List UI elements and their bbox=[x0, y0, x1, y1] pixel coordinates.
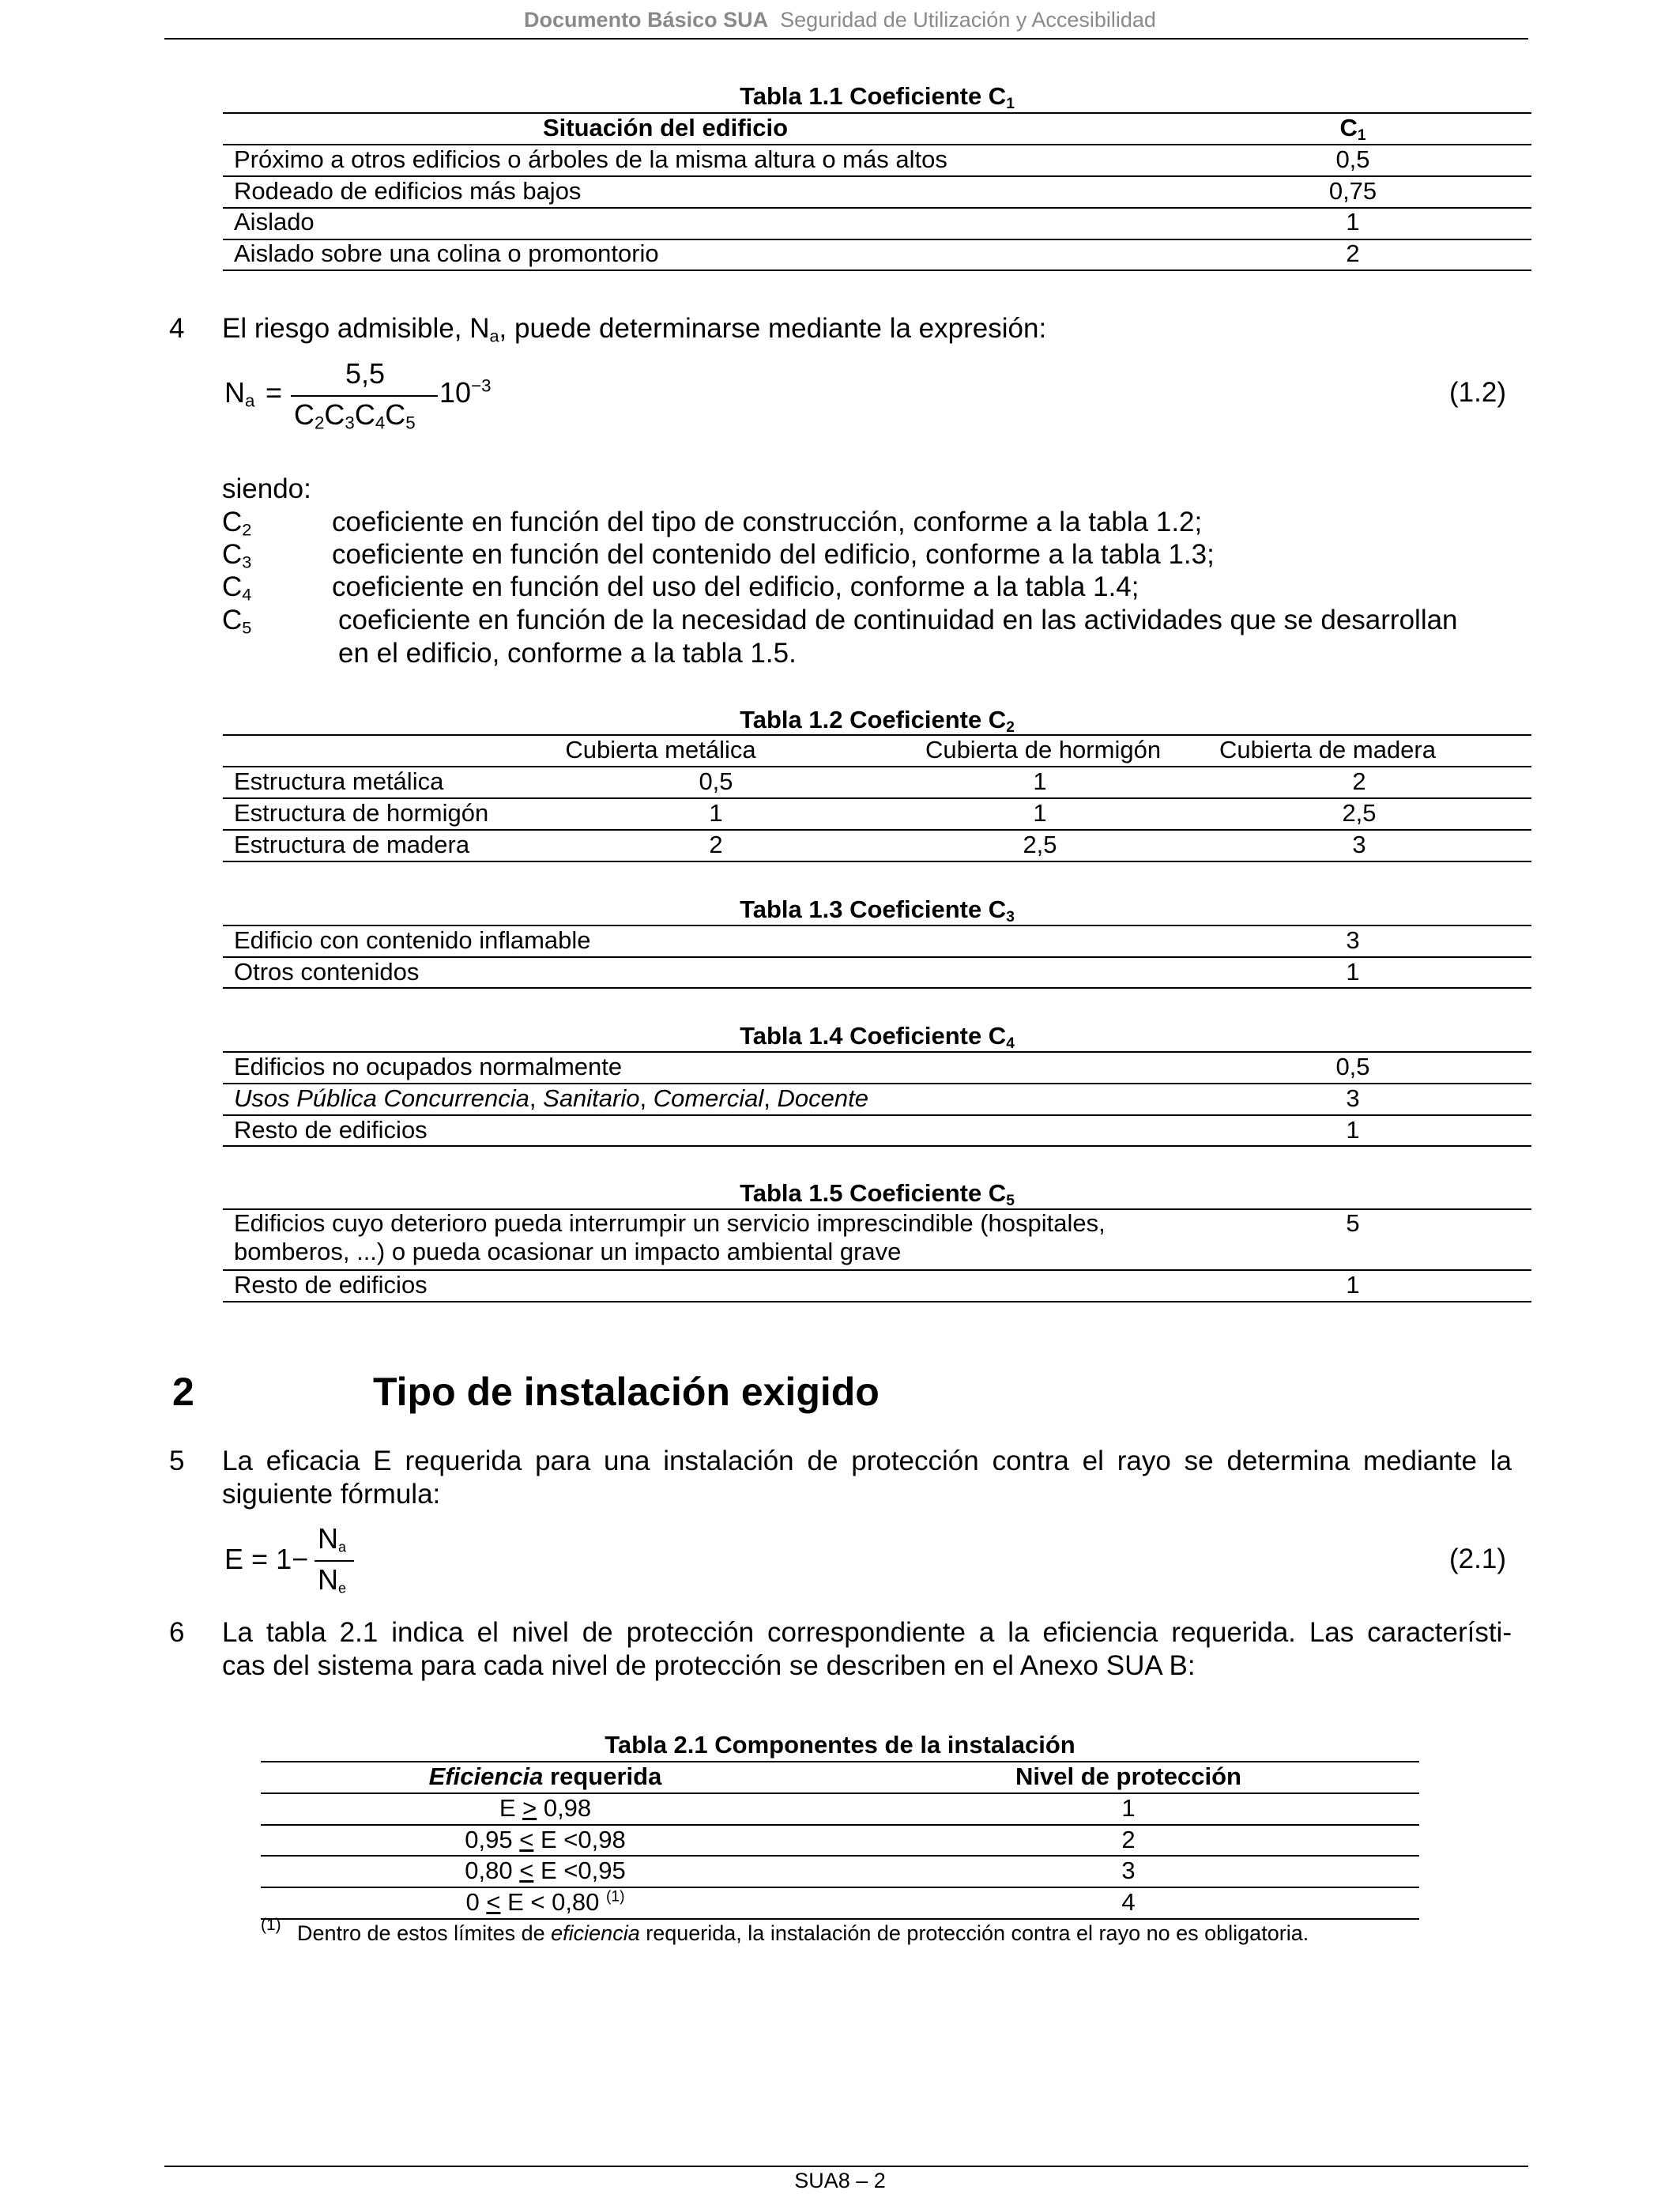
den-sub: 3 bbox=[345, 413, 355, 433]
formula12-lhs-sub: a bbox=[245, 390, 255, 411]
para6-line1: La tabla 2.1 indica el nivel de protección correspondiente a la eficiencia requerida. Las característi- bbox=[222, 1617, 1512, 1648]
table11-row-value: 1 bbox=[1346, 208, 1360, 236]
footnote-a: Dentro de estos límites de bbox=[297, 1921, 552, 1945]
table12-cell: 3 bbox=[1352, 831, 1366, 858]
table14-row-label bbox=[234, 1084, 868, 1113]
den-sub: 2 bbox=[315, 413, 325, 433]
table11-header-c1 bbox=[1274, 114, 1432, 142]
para5-number: 5 bbox=[169, 1446, 185, 1476]
table11-col2-text: C bbox=[1339, 114, 1358, 141]
siendo-desc-cont: en el edificio, conforme a la tabla 1.5. bbox=[338, 638, 797, 669]
formula21-minus: − bbox=[292, 1543, 309, 1575]
table21-header-efficiency bbox=[348, 1762, 743, 1791]
table15-row-value: 5 bbox=[1346, 1209, 1360, 1237]
use-comercial: Comercial bbox=[653, 1084, 764, 1112]
table21-row-level: 4 bbox=[1121, 1888, 1136, 1916]
table12-cell: 2 bbox=[709, 831, 723, 858]
table12-row-label: Estructura metálica bbox=[234, 767, 444, 795]
table21-footnote bbox=[297, 1921, 1309, 1946]
siendo-symbol bbox=[222, 538, 251, 571]
table21-row-level: 3 bbox=[1121, 1857, 1136, 1884]
table11-row-value: 0,5 bbox=[1335, 145, 1370, 173]
formula12-lhs-n: N bbox=[224, 376, 245, 409]
table11-row-label: Rodeado de edificios más bajos bbox=[234, 177, 582, 205]
formula12-numerator: 5,5 bbox=[345, 357, 386, 390]
formula12-ten: 10 bbox=[439, 376, 472, 409]
table11-row-value: 2 bbox=[1346, 239, 1360, 267]
table15-rule-bottom bbox=[223, 1301, 1531, 1302]
table12-cell: 1 bbox=[709, 799, 723, 827]
eff-post: E <0,98 bbox=[533, 1826, 626, 1853]
siendo-symbol bbox=[222, 506, 251, 539]
table11-col1-text: Situación del edificio bbox=[542, 114, 789, 141]
page-number: SUA8 – 2 bbox=[794, 2169, 886, 2192]
table11-row-label: Aislado sobre una colina o promontorio bbox=[234, 239, 659, 267]
table13-caption-sub: 3 bbox=[1006, 908, 1015, 925]
table12-cell: 2,5 bbox=[1342, 799, 1377, 827]
table14-caption-sub: 4 bbox=[1006, 1035, 1015, 1052]
formula21-denominator bbox=[318, 1563, 346, 1596]
table15-caption-sub: 5 bbox=[1006, 1192, 1015, 1209]
header-basico: Básico bbox=[647, 8, 718, 32]
table14-row-value: 1 bbox=[1346, 1116, 1360, 1144]
formula21-lhs bbox=[224, 1543, 308, 1576]
table12-cell: 1 bbox=[1033, 799, 1047, 827]
sep: , bbox=[763, 1084, 778, 1112]
table14-caption bbox=[223, 1022, 1531, 1050]
eff-note: (1) bbox=[606, 1888, 625, 1906]
siendo-c: C bbox=[222, 605, 243, 635]
table12-row-label: Estructura de madera bbox=[234, 831, 470, 858]
formula12-eq: = bbox=[266, 376, 283, 409]
table14-rule-bottom bbox=[223, 1145, 1531, 1147]
eff-post: E < 0,80 bbox=[500, 1888, 607, 1916]
table11-caption-text: Tabla 1.1 Coeficiente C bbox=[740, 82, 1007, 110]
siendo-desc: coeficiente en función de la necesidad de continuidad en las actividades que se desarrollan bbox=[338, 605, 1458, 635]
table15-row-label: Edificios cuyo deterioro pueda interrumpir un servicio imprescindible (hospitales, bbox=[234, 1209, 1106, 1237]
table21-footnote-mark: (1) bbox=[261, 1916, 281, 1934]
table11-row-value: 0,75 bbox=[1328, 177, 1377, 205]
footnote-italic: eficiencia bbox=[551, 1921, 640, 1945]
table14-row-label: Resto de edificios bbox=[234, 1116, 428, 1144]
table21-caption: Tabla 2.1 Componentes de la instalación bbox=[605, 1731, 1075, 1759]
table11-col2-sub: 1 bbox=[1357, 126, 1366, 144]
siendo-c: C bbox=[222, 539, 243, 570]
table21-header-italic: Eficiencia bbox=[428, 1762, 544, 1790]
siendo-desc: coeficiente en función del tipo de construcción, conforme a la tabla 1.2; bbox=[332, 507, 1203, 537]
table15-caption-text: Tabla 1.5 Coeficiente C bbox=[740, 1179, 1007, 1207]
siendo-sub: 5 bbox=[242, 617, 252, 638]
para6-number: 6 bbox=[169, 1617, 185, 1648]
table11-rule-bottom bbox=[223, 270, 1531, 271]
formula12-exp: −3 bbox=[471, 375, 492, 396]
para4-text-a: El riesgo admisible, N bbox=[222, 313, 490, 344]
table14-row-value: 0,5 bbox=[1335, 1053, 1370, 1080]
para6-line2: cas del sistema para cada nivel de protección se describen en el Anexo SUA B: bbox=[222, 1650, 1196, 1681]
table12-rule-bottom bbox=[223, 861, 1531, 862]
table21-row-level: 2 bbox=[1121, 1826, 1136, 1853]
siendo-label: siendo: bbox=[222, 473, 311, 504]
table14-row-value: 3 bbox=[1346, 1084, 1360, 1112]
table15-caption bbox=[223, 1179, 1531, 1208]
para4-sub: a bbox=[489, 326, 499, 346]
siendo-desc: coeficiente en función del uso del edificio, conforme a la tabla 1.4; bbox=[332, 571, 1139, 602]
eff-pre: 0 bbox=[465, 1888, 487, 1916]
table12-header: Cubierta metálica bbox=[565, 736, 756, 763]
eff-pre: 0,95 bbox=[465, 1826, 520, 1853]
formula12-tag: (1.2) bbox=[1449, 377, 1506, 408]
eff-post: E <0,95 bbox=[533, 1857, 626, 1884]
table11-row-label: Próximo a otros edificios o árboles de la misma altura o más altos bbox=[234, 145, 947, 173]
table14-row-label: Edificios no ocupados normalmente bbox=[234, 1053, 623, 1080]
formula21-one: 1 bbox=[276, 1543, 292, 1575]
table12-header: Cubierta de hormigón bbox=[925, 736, 1162, 763]
use-sanitario: Sanitario bbox=[543, 1084, 640, 1112]
siendo-symbol bbox=[222, 604, 251, 637]
table12-cell: 1 bbox=[1033, 767, 1047, 795]
table15-row-value: 1 bbox=[1346, 1271, 1360, 1299]
sep: , bbox=[639, 1084, 654, 1112]
den-sub: 4 bbox=[375, 413, 386, 433]
siendo-sub: 2 bbox=[242, 519, 252, 540]
para4-text-b: , puede determinarse mediante la expresión: bbox=[499, 313, 1047, 344]
table21-rule-bottom bbox=[261, 1918, 1419, 1920]
table21-row-efficiency bbox=[387, 1794, 703, 1823]
siendo-sub: 3 bbox=[242, 552, 252, 572]
table11-header-situation bbox=[223, 114, 1108, 142]
use-public: Usos Pública Concurrencia bbox=[234, 1084, 529, 1112]
section2-number: 2 bbox=[172, 1370, 194, 1414]
table21-row-efficiency bbox=[387, 1826, 703, 1854]
table21-row-efficiency bbox=[387, 1888, 703, 1917]
sep: , bbox=[529, 1084, 544, 1112]
para5-line1: La eficacia E requerida para una instalación de protección contra el rayo se determina mediante la bbox=[222, 1446, 1512, 1476]
den-c: C bbox=[324, 398, 345, 431]
table12-caption-sub: 2 bbox=[1006, 718, 1015, 736]
formula21-num-n: N bbox=[318, 1522, 338, 1555]
formula12-lhs bbox=[224, 376, 254, 409]
eff-rel: < bbox=[486, 1888, 501, 1916]
table11-caption bbox=[223, 82, 1531, 111]
section2-title: Tipo de instalación exigido bbox=[373, 1370, 880, 1414]
table13-row-value: 3 bbox=[1346, 926, 1360, 954]
table21-header-level: Nivel de protección bbox=[1015, 1762, 1241, 1790]
formula21-eq: = bbox=[251, 1543, 269, 1575]
table21-row-efficiency bbox=[387, 1857, 703, 1885]
table21-header-rest: requerida bbox=[543, 1762, 662, 1790]
table15-row-label: Resto de edificios bbox=[234, 1271, 428, 1299]
formula12-denominator bbox=[294, 398, 416, 432]
table12-row-label: Estructura de hormigón bbox=[234, 799, 489, 827]
table13-caption-text: Tabla 1.3 Coeficiente C bbox=[740, 895, 1007, 923]
table13-row-label: Otros contenidos bbox=[234, 958, 420, 986]
para4-text bbox=[222, 312, 1046, 345]
siendo-symbol bbox=[222, 571, 251, 604]
table13-row-value: 1 bbox=[1346, 958, 1360, 986]
running-header bbox=[0, 8, 1680, 32]
formula21-den-sub: e bbox=[338, 1580, 347, 1596]
header-title: Seguridad de Utilización y Accesibilidad bbox=[780, 8, 1156, 32]
table15-row-label-cont: bomberos, ...) o pueda ocasionar un impacto ambiental grave bbox=[234, 1238, 902, 1265]
table21-row-level: 1 bbox=[1121, 1794, 1136, 1822]
eff-pre: 0,80 bbox=[465, 1857, 520, 1884]
formula21-tag: (2.1) bbox=[1449, 1544, 1506, 1574]
table13-caption bbox=[223, 895, 1531, 924]
den-sub: 5 bbox=[405, 413, 416, 433]
formula21-den-n: N bbox=[318, 1563, 338, 1596]
eff-rel: > bbox=[522, 1794, 537, 1822]
den-c: C bbox=[385, 398, 406, 431]
footnote-b: requerida, la instalación de protección contra el rayo no es obligatoria. bbox=[639, 1921, 1309, 1945]
header-sua: SUA bbox=[723, 8, 769, 32]
table12-caption bbox=[223, 706, 1531, 734]
formula21-fraction-bar bbox=[315, 1560, 354, 1562]
formula12-factor bbox=[439, 376, 492, 409]
table11-row-label: Aislado bbox=[234, 208, 315, 236]
header-rule bbox=[164, 38, 1528, 40]
formula21-e: E bbox=[224, 1543, 244, 1575]
eff-post: 0,98 bbox=[537, 1794, 592, 1822]
table12-cell: 2 bbox=[1352, 767, 1366, 795]
den-c: C bbox=[354, 398, 375, 431]
siendo-c: C bbox=[222, 571, 243, 602]
formula12-fraction-bar bbox=[291, 395, 438, 397]
table14-caption-text: Tabla 1.4 Coeficiente C bbox=[740, 1022, 1007, 1050]
header-doc: Documento bbox=[524, 8, 642, 32]
para5-line2: siguiente fórmula: bbox=[222, 1479, 441, 1510]
eff-pre: E bbox=[499, 1794, 523, 1822]
den-c: C bbox=[294, 398, 315, 431]
table12-caption-text: Tabla 1.2 Coeficiente C bbox=[740, 706, 1007, 733]
eff-rel: < bbox=[519, 1826, 534, 1853]
formula21-numerator bbox=[318, 1522, 346, 1555]
use-docente: Docente bbox=[777, 1084, 868, 1112]
table11-caption-sub: 1 bbox=[1006, 95, 1015, 112]
footer-rule bbox=[164, 2166, 1528, 2167]
table12-cell: 0,5 bbox=[699, 767, 733, 795]
table13-row-label: Edificio con contenido inflamable bbox=[234, 926, 591, 954]
table12-cell: 2,5 bbox=[1023, 831, 1057, 858]
table13-rule-bottom bbox=[223, 987, 1531, 989]
para4-number: 4 bbox=[169, 313, 185, 344]
siendo-c: C bbox=[222, 507, 243, 537]
eff-rel: < bbox=[519, 1857, 534, 1884]
table12-header: Cubierta de madera bbox=[1219, 736, 1436, 763]
formula21-num-sub: a bbox=[338, 1539, 347, 1555]
siendo-desc: coeficiente en función del contenido del edificio, conforme a la tabla 1.3; bbox=[332, 539, 1215, 570]
siendo-sub: 4 bbox=[242, 584, 252, 605]
